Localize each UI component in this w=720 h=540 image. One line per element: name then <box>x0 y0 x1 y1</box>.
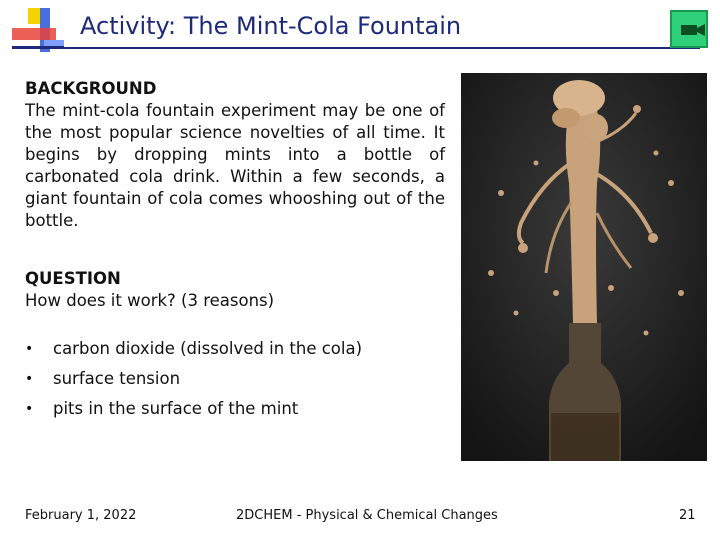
slide-body <box>25 78 445 428</box>
question-heading: QUESTION <box>25 269 121 288</box>
background-text: The mint-cola fountain experiment may be one of the most popular science novelties of all time. It begins by dropping mints into a bottle of carbonated cola drink. Within a few seconds, a giant fountain of cola comes whooshing out of the bottle. <box>25 101 445 230</box>
list-item: • pits in the surface of the mint <box>25 398 445 420</box>
list-item: • surface tension <box>25 368 445 390</box>
footer-date: February 1, 2022 <box>25 508 137 523</box>
video-button[interactable] <box>670 10 708 48</box>
background-heading: BACKGROUND <box>25 79 157 98</box>
slide-title: Activity: The Mint-Cola Fountain <box>80 12 462 40</box>
video-camera-icon <box>678 19 708 39</box>
page-number: 21 <box>679 508 696 523</box>
title-divider <box>30 47 700 49</box>
cola-fountain-photo <box>461 73 707 461</box>
question-text: How does it work? (3 reasons) <box>25 291 275 310</box>
reason-list <box>25 338 445 420</box>
template-logo-icon <box>8 6 78 58</box>
footer-course: 2DCHEM - Physical & Chemical Changes <box>236 508 498 523</box>
list-item: • carbon dioxide (dissolved in the cola) <box>25 338 445 360</box>
